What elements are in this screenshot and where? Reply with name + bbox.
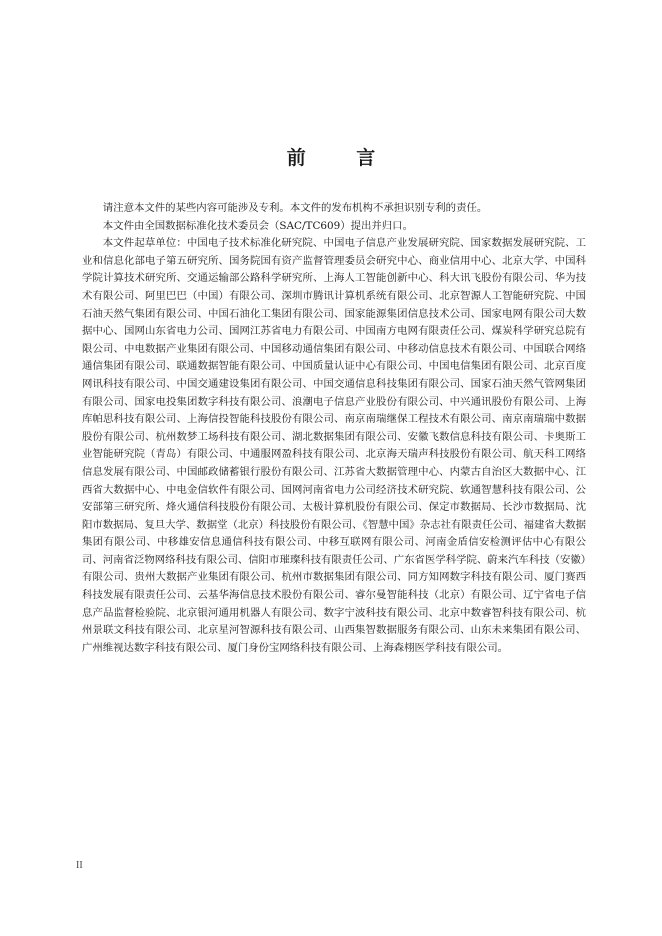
drafting-units-paragraph: 本文件起草单位：中国电子技术标准化研究院、中国电子信息产业发展研究院、国家数据发展研究院、工业和信息化部电子第五研究所、国务院国有资产监督管理委员会研究中心、商业信用中心、北京大学、中国科学院计算技术研究所、交通运输部公路科学研究所、上海人工智能创新中心、科大讯飞股份有限公司、华为技术有限公司、阿里巴巴（中国）有限公司、深圳市腾讯计算机系统有限公司、北京智源人工智能研究院、中国石油天然气集团有限公司、中国石油化工集团有限公司、国家能源集团信息技术公司、国家电网有限公司大数据中心、国网山东省电力公司、国网江苏省电力有限公司、中国南方电网有限责任公司、煤炭科学研究总院有限公司、中电数据产业集团有限公司、中国移动通信集团有限公司、中移动信息技术有限公司、中国联合网络通信集团有限公司、联通数据智能有限公司、中国质量认证中心有限公司、中国电信集团有限公司、北京百度网讯科技有限公司、中国交通建设集团有限公司、中国交通信息科技集团有限公司、国家石油天然气管网集团有限公司、国家电投集团数字科技有限公司、浪潮电子信息产业股份有限公司、中兴通讯股份有限公司、上海库帕思科技有限公司、上海信投智能科技股份有限公司、南京南瑞继保工程技术有限公司、南京南瑞瑞中数据股份有限公司、杭州数梦工场科技有限公司、湖北数据集团有限公司、安徽飞数信息科技有限公司、卡奥斯工业智能研究院（青岛）有限公司、中通服网盈科技有限公司、北京海天瑞声科技股份有限公司、航天科工网络信息发展有限公司、中国邮政储蓄银行股份有限公司、江苏省大数据管理中心、内蒙古自治区大数据中心、江西省大数据中心、中电金信软件有限公司、国网河南省电力公司经济技术研究院、软通智慧科技有限公司、公安部第三研究所、烽火通信科技股份有限公司、太极计算机股份有限公司、保定市数据局、长沙市数据局、沈阳市数据局、复旦大学、数据堂（北京）科技股份有限公司、《智慧中国》杂志社有限责任公司、福建省大数据集团有限公司、中移雄安信息通信科技有限公司、中移互联网有限公司、河南金盾信安检测评估中心有限公司、河南省泛物网络科技有限公司、信阳市璀璨科技有限责任公司、广东省医学科学院、蔚来汽车科技（安徽）有限公司、贵州大数据产业集团有限公司、杭州市数据集团有限公司、同方知网数字科技有限公司、厦门赛西科技发展有限责任公司、云基华海信息技术股份有限公司、睿尔曼智能科技（北京）有限公司、辽宁省电子信息产品监督检验院、北京银河通用机器人有限公司、数字宁波科技有限公司、北京中数睿智科技有限公司、杭州景联文科技有限公司、北京星河智源科技有限公司、山西集智数据服务有限公司、山东未来集团有限公司、广州维视达数字科技有限公司、厦门身份宝网络科技有限公司、上海森栩医学科技有限公司。: [82, 237, 586, 654]
page-number: II: [76, 860, 83, 871]
document-body: [82, 200, 586, 657]
page-title: 前 言: [286, 147, 398, 169]
proposer-paragraph: 本文件由全国数据标准化技术委员会（SAC/TC609）提出并归口。: [102, 219, 413, 232]
patent-notice-paragraph: 请注意本文件的某些内容可能涉及专利。本文件的发布机构不承担识别专利的责任。: [102, 202, 488, 214]
